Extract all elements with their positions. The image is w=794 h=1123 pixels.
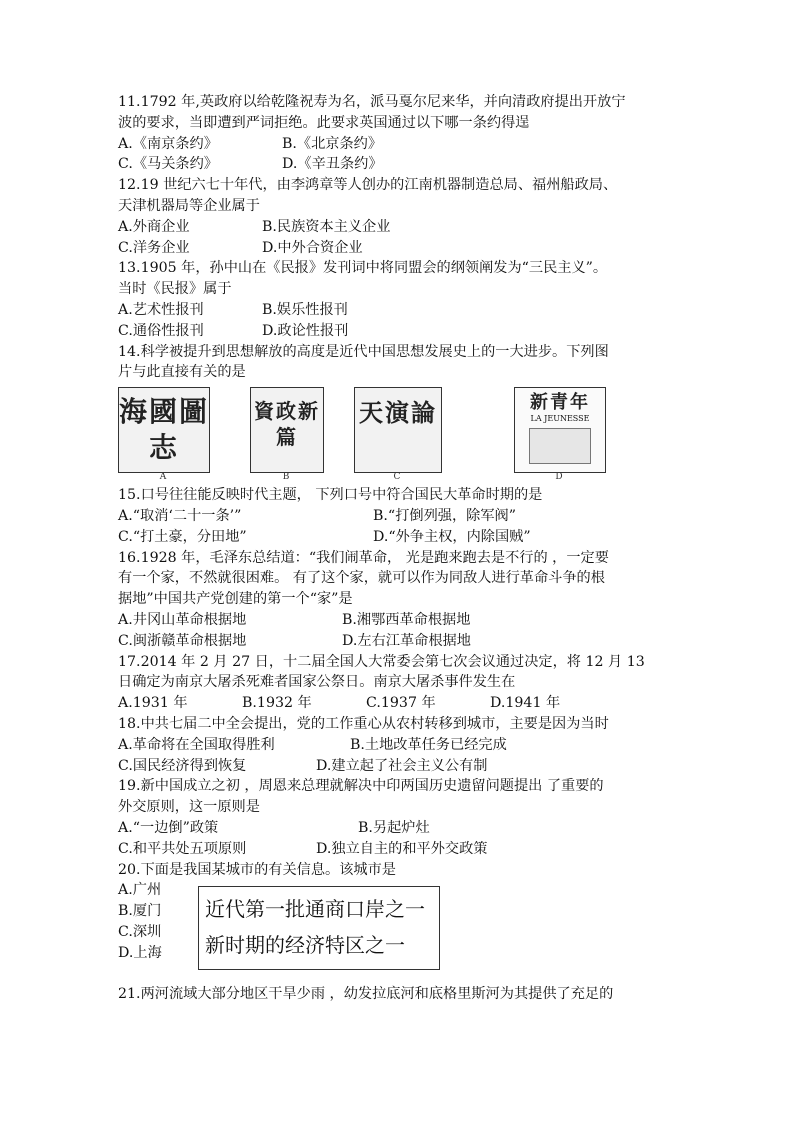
q18-option-a: A.革命将在全国取得胜利	[118, 736, 275, 753]
q15-option-b: B.“打倒列强，除军阀”	[373, 507, 516, 524]
q11-stem-line2: 波的要求，当即遭到严词拒绝。此要求英国通过以下哪一条约得逞	[118, 114, 530, 131]
q18-option-d: D.建立起了社会主义公有制	[316, 757, 488, 774]
q15-option-d: D.“外争主权，内除国贼”	[373, 528, 531, 545]
q17-option-b: B.1932 年	[242, 695, 312, 712]
q13-option-d: D.政论性报刊	[262, 322, 349, 339]
q14-picture-a	[118, 387, 210, 473]
q21-stem-line1: 21.两河流域大部分地区干旱少雨 ，幼发拉底河和底格里斯河为其提供了充足的	[118, 986, 614, 1003]
q15-option-c: C.“打土豪，分田地”	[118, 528, 247, 545]
q18-options-row1	[118, 735, 678, 756]
q14-picture-a-label: A	[159, 472, 167, 483]
q16-options-row1	[118, 610, 678, 631]
q13-options-row1	[118, 300, 678, 321]
q18-option-b: B.土地改革任务已经完成	[350, 736, 507, 753]
q14-picture-d	[514, 387, 606, 473]
q12-option-b: B.民族资本主义企业	[262, 218, 391, 235]
q15-stem-line1: 15.口号往往能反映时代主题， 下列口号中符合国民大革命时期的是	[118, 487, 543, 504]
q18-stem-line1: 18.中共七届二中全会提出，党的工作重心从农村转移到城市，主要是因为当时	[118, 715, 609, 732]
q16-stem-line1: 16.1928 年，毛泽东总结道：“我们闹革命， 光是跑来跑去是不行的 ，一定要	[118, 549, 609, 566]
q13-option-a: A.艺术性报刊	[118, 301, 204, 318]
q11-option-a: A.《南京条约》	[118, 135, 218, 152]
q14-picture-c	[354, 387, 442, 473]
q20-info-box	[198, 886, 440, 970]
q20-options	[118, 880, 162, 963]
q20-stem-line1: 20.下面是我国某城市的有关信息。该城市是	[118, 861, 396, 878]
q14-picture-d-label: D	[555, 472, 563, 483]
q14-picture-d-subtitle: LA JEUNESSE	[530, 414, 590, 424]
q16-stem-line2: 有一个家，不然就很困难。 有了这个家，就可以作为同敌人进行革命斗争的根	[118, 570, 605, 587]
q19-option-a: A.“一边倒”政策	[118, 819, 219, 836]
q11-option-d: D.《辛丑条约》	[282, 156, 383, 173]
q15-option-a: A.“取消‘二十一条’”	[118, 507, 242, 524]
q11-option-b: B.《北京条约》	[282, 135, 383, 152]
q14-picture-b-label: B	[282, 472, 290, 483]
q17-stem-line2: 日确定为南京大屠杀死难者国家公祭日。南京大屠杀事件发生在	[118, 674, 516, 691]
q11-option-c: C.《马关条约》	[118, 156, 218, 173]
q12-options-row2	[118, 238, 678, 259]
q14-stem-line1: 14.科学被提升到思想解放的高度是近代中国思想发展史上的一大进步。下列图	[118, 343, 609, 360]
q18-options-row2	[118, 756, 678, 777]
q19-stem-line1: 19.新中国成立之初 ，周恩来总理就解决中印两国历史遗留问题提出 了重要的	[118, 778, 604, 795]
q11-options-row1	[118, 134, 678, 155]
q17-options-row	[118, 693, 678, 714]
q16-option-b: B.湘鄂西革命根据地	[342, 611, 471, 628]
q14-picture-c-title: 天演論	[359, 398, 437, 428]
q17-stem-line1: 17.2014 年 2 月 27 日，十二届全国人大常委会第七次会议通过决定，将 12 月 13	[118, 653, 645, 670]
q17-option-c: C.1937 年	[366, 695, 436, 712]
q19-option-d: D.独立自主的和平外交政策	[316, 840, 488, 857]
q14-picture-a-title: 海國圖志	[119, 395, 210, 465]
q12-option-c: C.洋务企业	[118, 239, 190, 256]
q19-options-row2	[118, 839, 678, 860]
q20-info-line2: 新时期的经济特区之一	[205, 933, 405, 958]
q17-option-a: A.1931 年	[118, 695, 188, 712]
q20-option-b: B.厦门	[118, 903, 162, 920]
q14-picture-b-title: 資政新篇	[254, 399, 320, 450]
q20-option-d: D.上海	[118, 944, 162, 961]
q14-picture-d-title: 新青年	[530, 392, 590, 414]
q14-picture-b	[250, 387, 324, 473]
q16-options-row2	[118, 631, 678, 652]
q19-stem-line2: 外交原则，这一原则是	[118, 799, 260, 816]
q17-option-d: D.1941 年	[490, 695, 561, 712]
q16-option-c: C.闽浙赣革命根据地	[118, 632, 247, 649]
q14-picture-row	[118, 387, 678, 485]
q16-option-a: A.井冈山革命根据地	[118, 611, 247, 628]
q16-stem-line3: 据地”中国共产党创建的第一个“家”是	[118, 591, 353, 608]
q13-options-row2	[118, 321, 678, 342]
q20-option-a: A.广州	[118, 882, 162, 899]
q20-option-c: C.深圳	[118, 923, 162, 940]
q20-info-line1: 近代第一批通商口岸之一	[205, 897, 425, 922]
q12-options-row1	[118, 217, 678, 238]
q13-option-b: B.娱乐性报刊	[262, 301, 348, 318]
q14-picture-c-label: C	[393, 472, 401, 483]
q18-option-c: C.国民经济得到恢复	[118, 757, 247, 774]
q11-options-row2	[118, 154, 678, 175]
exam-page	[118, 92, 678, 1005]
q14-stem-line2: 片与此直接有关的是	[118, 364, 246, 381]
q12-stem-line1: 12.19 世纪六七十年代，由李鸿章等人创办的江南机器制造总局、福州船政局、	[118, 177, 618, 194]
q13-stem-line1: 13.1905 年，孙中山在《民报》发刊词中将同盟会的纲领阐发为“三民主义”。	[118, 260, 608, 277]
q15-options-row2	[118, 527, 678, 548]
q13-stem-line2: 当时《民报》属于	[118, 281, 232, 298]
q19-options-row1	[118, 818, 678, 839]
q19-option-b: B.另起炉灶	[358, 819, 430, 836]
q19-option-c: C.和平共处五项原则	[118, 840, 247, 857]
q12-option-d: D.中外合资企业	[262, 239, 363, 256]
q20-block	[118, 880, 678, 984]
q14-picture-d-portrait	[529, 428, 591, 464]
q16-option-d: D.左右江革命根据地	[342, 632, 471, 649]
q11-stem-line1: 11.1792 年,英政府以给乾隆祝寿为名，派马戛尔尼来华，并向清政府提出开放宁	[118, 94, 626, 110]
q12-option-a: A.外商企业	[118, 218, 190, 235]
q15-options-row1	[118, 506, 678, 527]
q13-option-c: C.通俗性报刊	[118, 322, 204, 339]
q12-stem-line2: 天津机器局等企业属于	[118, 197, 260, 214]
